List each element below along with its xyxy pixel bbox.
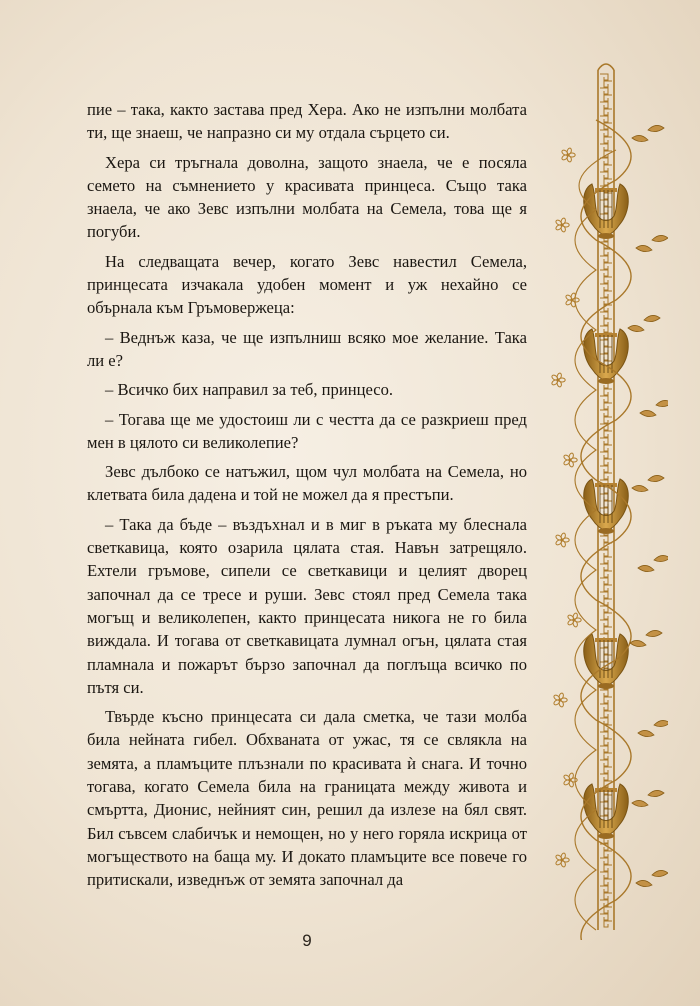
flower-icon: [563, 453, 577, 468]
flower-icon: [555, 218, 569, 233]
leaf-icon: [632, 475, 664, 491]
flower-icon: [567, 613, 581, 628]
leaf-icon: [638, 555, 668, 571]
flower-icon: [555, 533, 569, 548]
leaf-icon: [636, 870, 668, 886]
flower-icon: [555, 853, 569, 868]
leaf-icon: [632, 125, 664, 141]
paragraph-3: На следващата вечер, когато Зевс навестил Семела, принцесата изчакала удобен момент и уж нехайно се обърнала към Гръмовержеца:: [87, 251, 527, 318]
paragraph-1: пие – така, както застава пред Хера. Ако не изпълни молбата ти, ще знаеш, че напразно си му отдала сърцето си.: [87, 100, 527, 143]
greek-key-column: [598, 64, 614, 930]
paragraph-4: – Веднъж каза, че ще изпълниш всяко мое желание. Така ли е?: [87, 327, 527, 370]
lyre-icon: [584, 784, 629, 839]
lyre-icon: [584, 329, 629, 384]
decorative-lyre-border: [548, 60, 668, 940]
leaf-icon: [630, 630, 662, 646]
flower-icon: [565, 293, 579, 308]
paragraph-6: – Тогава ще ме удостоиш ли с честта да се разкриеш пред мен в цялото си великолепие?: [87, 409, 527, 452]
leaf-icon: [638, 720, 668, 736]
paragraph-9: Твърде късно принцесата си дала сметка, че тази молба била нейната гибел. Обхваната от ужас, тя се свлякла на земята, а пламъците плъзнали по красивата ѝ снага. И точно тогава, когато Семела била на границата между живота и смъртта, Дионис, нейният син, решил да излезе на бял свят. Бил съвсем слабичък и немощен, но у него горяла искрица от могъществото на баща му. И докато пламъците все повече го притискали, изведнъж от земята започнал да: [87, 707, 527, 890]
paragraph-2: Хера си тръгнала доволна, защото знаела, че е посяла семето на съмнението у красивата принцеса. Също така знаела, че ако Зевс изпълни молбата на Семела, това ще я погуби.: [87, 152, 527, 242]
body-text: [87, 98, 527, 898]
leaf-icon: [632, 790, 664, 806]
flower-icon: [561, 148, 575, 163]
paragraph-5: – Всичко бих направил за теб, принцесо.: [105, 380, 394, 400]
flower-icon: [551, 373, 565, 388]
paragraph-7: Зевс дълбоко се натъжил, щом чул молбата на Семела, но клетвата била дадена и той не можел да я престъпи.: [87, 462, 527, 505]
leaf-icon: [628, 315, 660, 331]
paragraph-8: – Така да бъде – въздъхнал и в миг в ръката му блеснала светкавица, която озарила цялата стая. Навън затрещяло. Ехтели гръмове, сипели се светкавици и целият дворец започнал да се тресе и руши. Зевс стоял пред Семела така могъщ и великолепен, както принцесата никога не го била виждала. И тогава от светкавицата лумнал огън, цялата стая пламнала и пожарът бързо започнал да поглъща всичко по пътя си.: [87, 514, 527, 697]
page-number: 9: [302, 931, 312, 950]
leaf-icon: [640, 400, 668, 416]
leaf-icon: [636, 235, 668, 251]
flower-icon: [553, 693, 567, 708]
